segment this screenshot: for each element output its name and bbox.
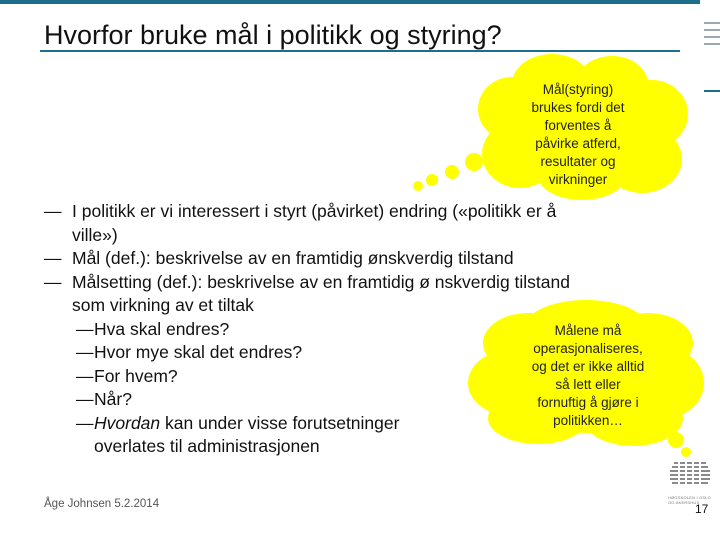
cloud-top-line: brukes fordi det <box>531 100 625 115</box>
page-number: 17 <box>695 502 709 516</box>
bullet-text: ville») <box>72 224 118 245</box>
bullet-dash: — <box>44 271 62 292</box>
logo-text: OG AKERSHUS <box>668 500 700 505</box>
sub-bullet-text: Hva skal endres? <box>94 318 230 339</box>
bullet-dash: — <box>44 248 62 268</box>
cloud-right-line: operasjonaliseres, <box>533 341 643 356</box>
footer-author-date: Åge Johnsen 5.2.2014 <box>44 498 160 510</box>
sub-bullet-item <box>44 341 644 365</box>
logo-text: HØGSKOLEN I OSLO <box>668 495 711 500</box>
sub-bullet-text: For hvem? <box>94 365 178 386</box>
sub-bullet-item <box>44 365 644 389</box>
cloud-right-line: og det er ikke alltid <box>531 359 645 374</box>
cloud-top-line: forventes å <box>544 118 612 133</box>
cloud-top-line: virkninger <box>548 172 608 187</box>
bullet-text: Mål (def.): beskrivelse av en framtidig ønskverdig tilstand <box>72 248 514 268</box>
cloud-top-line: påvirke atferd, <box>535 136 621 151</box>
bullet-list <box>44 200 644 459</box>
cloud-right-line: politikken… <box>553 413 623 428</box>
sub-bullet-text: Hvor mye skal det endres? <box>94 342 303 362</box>
cloud-right-line: fornuftig å gjøre i <box>537 395 639 410</box>
sub-bullet-text: Når? <box>94 389 132 409</box>
sub-bullet-item <box>44 412 644 459</box>
logo-graphic <box>668 460 712 490</box>
sub-bullet-item <box>44 318 644 342</box>
title-underline <box>40 50 680 52</box>
sub-bullet-item <box>44 388 644 412</box>
cloud-top-line: Mål(styring) <box>542 82 614 97</box>
bullet-item <box>44 247 644 271</box>
sub-bullet-emphasis: Hvordan <box>94 412 161 433</box>
bullet-dash: — <box>76 389 94 409</box>
bullet-text: Målsetting (def.): beskrivelse av en framtidig ø nskverdig tilstand <box>72 271 570 292</box>
cloud-top-line: resultater og <box>540 154 616 169</box>
sub-bullet-text: kan under visse forutsetninger <box>160 412 400 433</box>
sub-bullet-text: overlates til administrasjonen <box>94 436 320 456</box>
slide-title: Hvorfor bruke mål i politikk og styring? <box>44 20 502 50</box>
bullet-text: I politikk er vi interessert i styrt (påvirket) endring («politikk er å <box>72 201 557 221</box>
bullet-dash: — <box>76 412 94 433</box>
bullet-dash: — <box>76 342 94 362</box>
side-divider <box>704 90 720 92</box>
thought-cloud-top <box>412 54 698 200</box>
menu-icon <box>704 22 720 50</box>
cloud-right-line: Målene må <box>554 323 622 338</box>
bullet-dash: — <box>76 318 94 339</box>
bullet-dash: — <box>76 365 94 386</box>
cloud-right-line: så lett eller <box>555 377 621 392</box>
bullet-item <box>44 200 644 247</box>
top-accent-bar <box>0 0 700 4</box>
bullet-item <box>44 271 644 318</box>
bullet-text: som virkning av et tiltak <box>72 295 254 315</box>
institution-logo <box>668 460 712 505</box>
bullet-dash: — <box>44 201 62 221</box>
